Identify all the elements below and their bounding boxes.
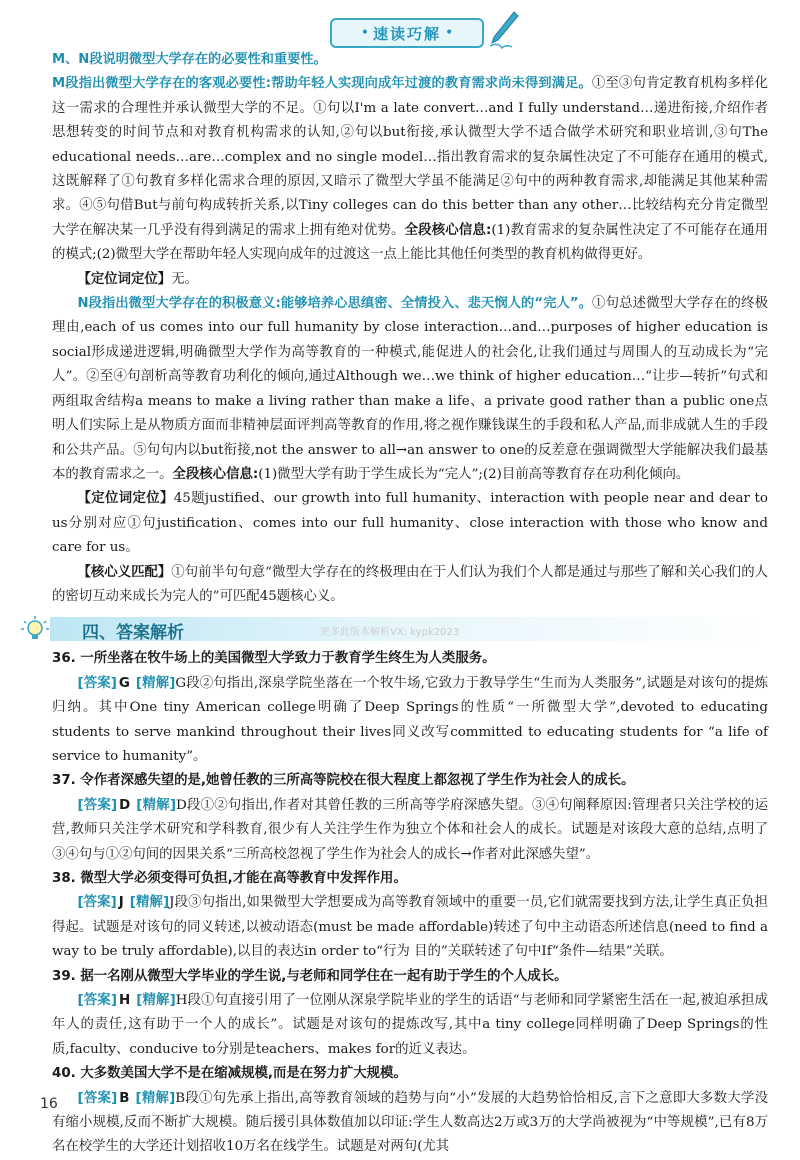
answer-explain: [答案] J [精解]J段③句指出,如果微型大学想要成为高等教育领域中的重要一员,它们就需要找到方法,让学生真正负担得起。试题是对该句的同义转述,以被动语态(must be made affordable)转述了句中主动语态所述信息(need to find a way to be truly affordable),以目的表达in order to“行为 目的”关联转述了句中If“条件—结果”关联。 <box>52 895 768 960</box>
n-body: ①句总述微型大学存在的终极理由,each of us comes into our full humanity by close interaction…and…purposes of higher education is social形成递进逻辑,明确微型大学作为高等教育的一种模式,能促进人的社会化,让我们通过与周围人的互动成长为“完人”。②至④句剖析高等教育功利化的倾向,通过Although we…we think of higher education…“让步—转折”句式和两组取舍结构a means to make a living rather than make a life、a private good rather than a public one点明人们实际上是从物质方面而非精神层面评判高等教育的作用,将之视作赚钱谋生的手段和私人产品,而非成就人生的手段和公共产品。⑤句句内以but衔接,not the answer to all→an answer to one的反差意在强调微型大学能解决我们最基本的教育需求之一。 <box>52 296 768 482</box>
answer-explain: [答案] H [精解]H段①句直接引用了一位刚从深泉学院毕业的学生的话语“与老师和同学紧密生活在一起,被迫承担成年人的责任,这有助于一个人的成长”。试题是对该句的提炼改写,其中a tiny college同样明确了Deep Springs的性质,faculty、conducive to分别是teachers、makes for的近义表达。 <box>52 993 768 1057</box>
question-text: 36. 一所坐落在牧牛场上的美国微型大学致力于教育学生终生为人类服务。 <box>52 651 496 667</box>
dot-icon: • <box>445 25 454 41</box>
m-core-label: 全段核心信息: <box>404 222 492 238</box>
banner-title: 速读巧解 <box>372 24 441 43</box>
watermark: 更多此版本解析VX: kypk2023 <box>320 627 460 639</box>
question-text: 40. 大多数美国大学不是在缩减规模,而是在努力扩大规模。 <box>52 1066 407 1082</box>
answer-item <box>52 867 768 965</box>
answer-explain: [答案] B [精解]B段①句先承上指出,高等教育领域的趋势与向“小”发展的大趋势恰恰相反,言下之意即大多数大学没有缩小规模,反而不断扩大规模。随后援引具体数值加以印证:学生人数高达2万或3万的大学尚被视为“中等规模”,已有8万名在校学生的大学还计划招收10万名在线学生。试题是对两句(尤其 <box>52 1090 769 1155</box>
m-locate: 【定位词定位】无。 <box>77 271 198 287</box>
main-content <box>52 48 768 1160</box>
n-core-label: 全段核心信息: <box>172 466 259 482</box>
m-body: ①至③句肯定教育机构多样化这一需求的合理性并承认微型大学的不足。①句以I'm a late convert…and I fully understand…递进衔接,介绍作者思想转变的时间节点和对教育机构需求的认知,②句以but衔接,承认微型大学不适合做学术研究和职业培训,③句The educational needs…are…complex and no single model…指出教育需求的复杂属性决定了不可能存在通用的模式,这既解释了①句教育多样化需求合理的原因,又暗示了微型大学虽不能满足②句中的两种教育需求,却能满足其他某种需求。④⑤句借But与前句构成转折关系,以Tiny colleges can do this better than any other…比较结构充分肯定微型大学在解决某一几乎没有得到满足的需求上拥有绝对优势。 <box>52 76 768 238</box>
section-heading <box>20 615 768 643</box>
n-meaning: 【核心义匹配】①句前半句句意“微型大学存在的终极理由在于人们认为我们个人都是通过与那些了解和关心我们的人的密切互动来成长为完人的”可匹配45题核心义。 <box>52 564 769 604</box>
answer-explain: [答案] D [精解]D段①②句指出,作者对其曾任教的三所高等学府深感失望。③④句阐释原因:管理者只关注学校的运营,教师只关注学术研究和学科教育,很少有人关注学生作为独立个体和社会人的成长。试题是对该段大意的总结,点明了③④句与①②句间的因果关系“三所高校忽视了学生作为社会人的成长→作者对此深感失望”。 <box>52 797 768 862</box>
page-number: 16 <box>40 1096 58 1112</box>
m-paragraph <box>52 72 768 267</box>
question-text: 38. 微型大学必须变得可负担,才能在高等教育中发挥作用。 <box>52 871 407 886</box>
answer-item <box>52 965 768 1063</box>
n-core-text: (1)微型大学有助于学生成长为“完人”;(2)目前高等教育存在功利化倾向。 <box>258 466 690 482</box>
section-title: 四、答案解析 <box>82 623 184 644</box>
question-text: 39. 据一名刚从微型大学毕业的学生说,与老师和同学住在一起有助于学生的个人成长。 <box>52 968 568 984</box>
answer-list <box>52 647 768 1160</box>
m-heading: M段指出微型大学存在的客观必要性:帮助年轻人实现向成年过渡的教育需求尚未得到满足。 <box>52 76 592 92</box>
answer-item <box>52 647 768 769</box>
answer-explain: [答案] G [精解]G段②句指出,深泉学院坐落在一个牧牛场,它致力于教导学生“生而为人类服务”,试题是对该句的提炼归纳。其中One tiny American college明确了Deep Springs的性质“一所微型大学”,devoted to educating students to serve mankind throughout their lives同义改写committed to educating students for “a life of service to humanity”。 <box>52 675 768 764</box>
answer-item <box>52 1062 768 1160</box>
n-heading: N段指出微型大学存在的积极意义:能够培养心思缜密、全情投入、悲天悯人的“完人”。 <box>77 296 593 312</box>
lightbulb-icon <box>20 615 50 645</box>
section-banner <box>330 18 484 48</box>
m-core-text: (1)教育需求的复杂属性决定了不可能存在通用的模式;(2)微型大学在帮助年轻人实现向成年的过渡这一点上能比其他任何类型的教育机构做得更好。 <box>52 222 769 263</box>
mn-intro: M、N段说明微型大学存在的必要性和重要性。 <box>52 52 327 67</box>
pen-icon <box>486 10 520 50</box>
n-locate: 【定位词定位】45题justified、our growth into full humanity、interaction with people near and dear to us分别对应①句justification、comes into our full humanity、close interaction with those who know and care for us。 <box>52 491 768 556</box>
question-text: 37. 令作者深感失望的是,她曾任教的三所高等院校在很大程度上都忽视了学生作为社会人的成长。 <box>52 773 635 789</box>
n-paragraph <box>52 292 768 487</box>
dot-icon: • <box>360 25 369 41</box>
answer-item <box>52 769 768 867</box>
